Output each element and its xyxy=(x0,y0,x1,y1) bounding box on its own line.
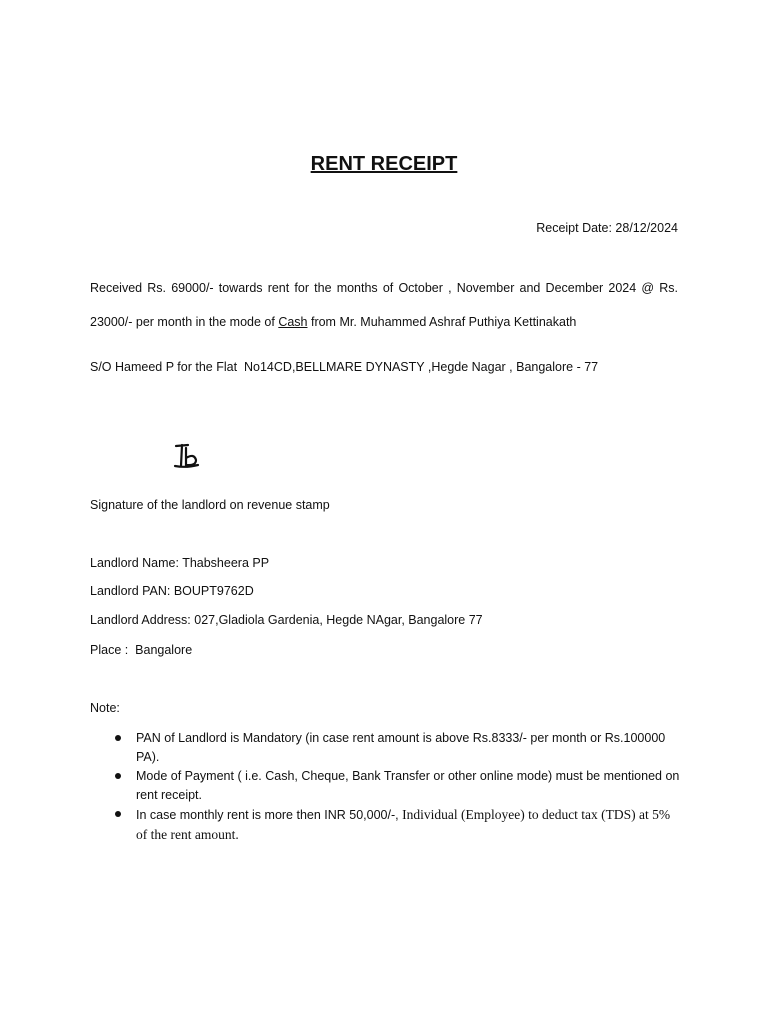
word: @ xyxy=(641,281,655,295)
word: for xyxy=(294,281,309,295)
flat-address-line: S/O Hameed P for the Flat No14CD,BELLMARE DYNASTY ,Hegde Nagar , Bangalore - 77 xyxy=(90,360,599,374)
word: , xyxy=(448,281,452,295)
word: Rs. xyxy=(659,281,678,295)
received-line-2 xyxy=(90,315,576,329)
signature-caption: Signature of the landlord on revenue stamp xyxy=(90,498,330,512)
word: of xyxy=(382,281,394,295)
note-text: In case monthly rent is more then INR 50,000/-, xyxy=(136,808,403,822)
word: Received xyxy=(90,281,143,295)
line2-prefix: 23000/- per month in the mode of xyxy=(90,315,279,329)
note-text-serif: Individual (Employee) to deduct tax (TDS) at 5% of the rent amount. xyxy=(136,807,671,842)
word: months xyxy=(336,281,378,295)
word: the xyxy=(314,281,332,295)
notes-list xyxy=(90,729,680,845)
word: November xyxy=(456,281,515,295)
note-item xyxy=(90,805,680,845)
document-title: RENT RECEIPT xyxy=(310,153,458,175)
place: Place : Bangalore xyxy=(90,643,193,657)
landlord-address: Landlord Address: 027,Gladiola Gardenia, Hegde NAgar, Bangalore 77 xyxy=(90,613,483,627)
word: towards xyxy=(218,281,263,295)
word: December xyxy=(545,281,604,295)
note-heading: Note: xyxy=(90,701,120,715)
word: and xyxy=(519,281,541,295)
word: Rs. xyxy=(147,281,167,295)
note-item: PAN of Landlord is Mandatory (in case rent amount is above Rs.8333/- per month or Rs.100000 PA). xyxy=(90,729,680,767)
receipt-date: Receipt Date: 28/12/2024 xyxy=(536,221,678,235)
word: October xyxy=(398,281,443,295)
landlord-pan: Landlord PAN: BOUPT9762D xyxy=(90,584,254,598)
word: rent xyxy=(267,281,290,295)
landlord-signature xyxy=(172,440,202,472)
word: 69000/- xyxy=(171,281,214,295)
word: 2024 xyxy=(608,281,637,295)
line2-suffix: from Mr. Muhammed Ashraf Puthiya Kettinakath xyxy=(307,315,577,329)
landlord-name: Landlord Name: Thabsheera PP xyxy=(90,556,270,570)
note-item: Mode of Payment ( i.e. Cash, Cheque, Bank Transfer or other online mode) must be mentioned on rent receipt. xyxy=(90,767,680,805)
received-line-1 xyxy=(90,281,678,295)
payment-mode: Cash xyxy=(278,315,308,329)
